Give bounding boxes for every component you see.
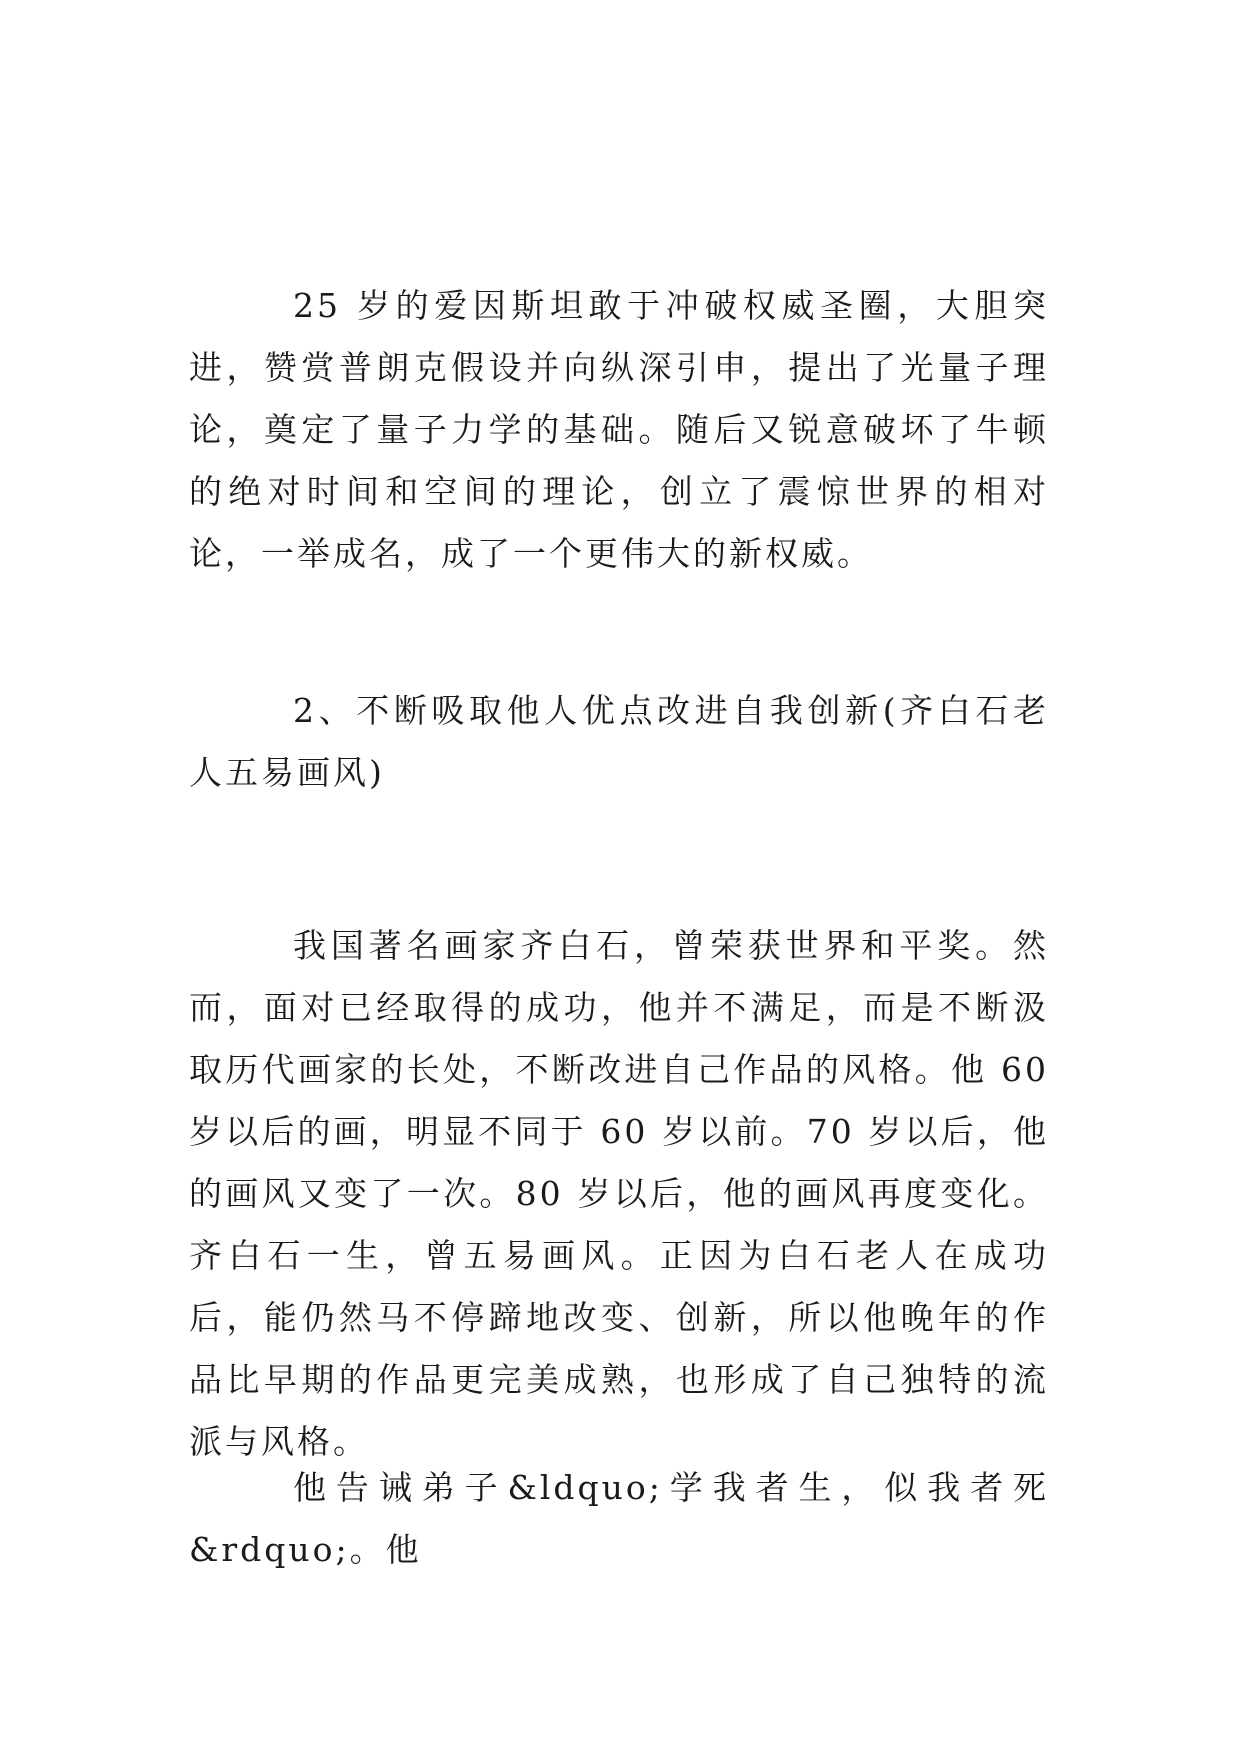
paragraph-qi-baishi: 我国著名画家齐白石，曾荣获世界和平奖。然而，面对已经取得的成功，他并不满足，而是不断汲取历代画家的长处，不断改进自己作品的风格。他 60 岁以后的画，明显不同于 60 岁以前。70 岁以后，他的画风又变了一次。80 岁以后，他的画风再度变化。齐白石一生，曾五易画风。正因为白石老人在成功后，能仍然马不停蹄地改变、创新，所以他晚年的作品比早期的作品更完美成熟，也形成了自己独特的流派与风格。 bbox=[189, 926, 1049, 1461]
paragraph-einstein: 25 岁的爱因斯坦敢于冲破权威圣圈，大胆突进，赞赏普朗克假设并向纵深引申，提出了光量子理论，奠定了量子力学的基础。随后又锐意破坏了牛顿的绝对时间和空间的理论，创立了震惊世界的相对论，一举成名，成了一个更伟大的新权威。 bbox=[189, 286, 1049, 573]
paragraph-quote: 他告诫弟子&ldquo;学我者生，似我者死&rdquo;。他 bbox=[189, 1468, 1049, 1569]
section-heading-qi-baishi: 2、不断吸取他人优点改进自我创新(齐白石老人五易画风) bbox=[189, 691, 1049, 792]
